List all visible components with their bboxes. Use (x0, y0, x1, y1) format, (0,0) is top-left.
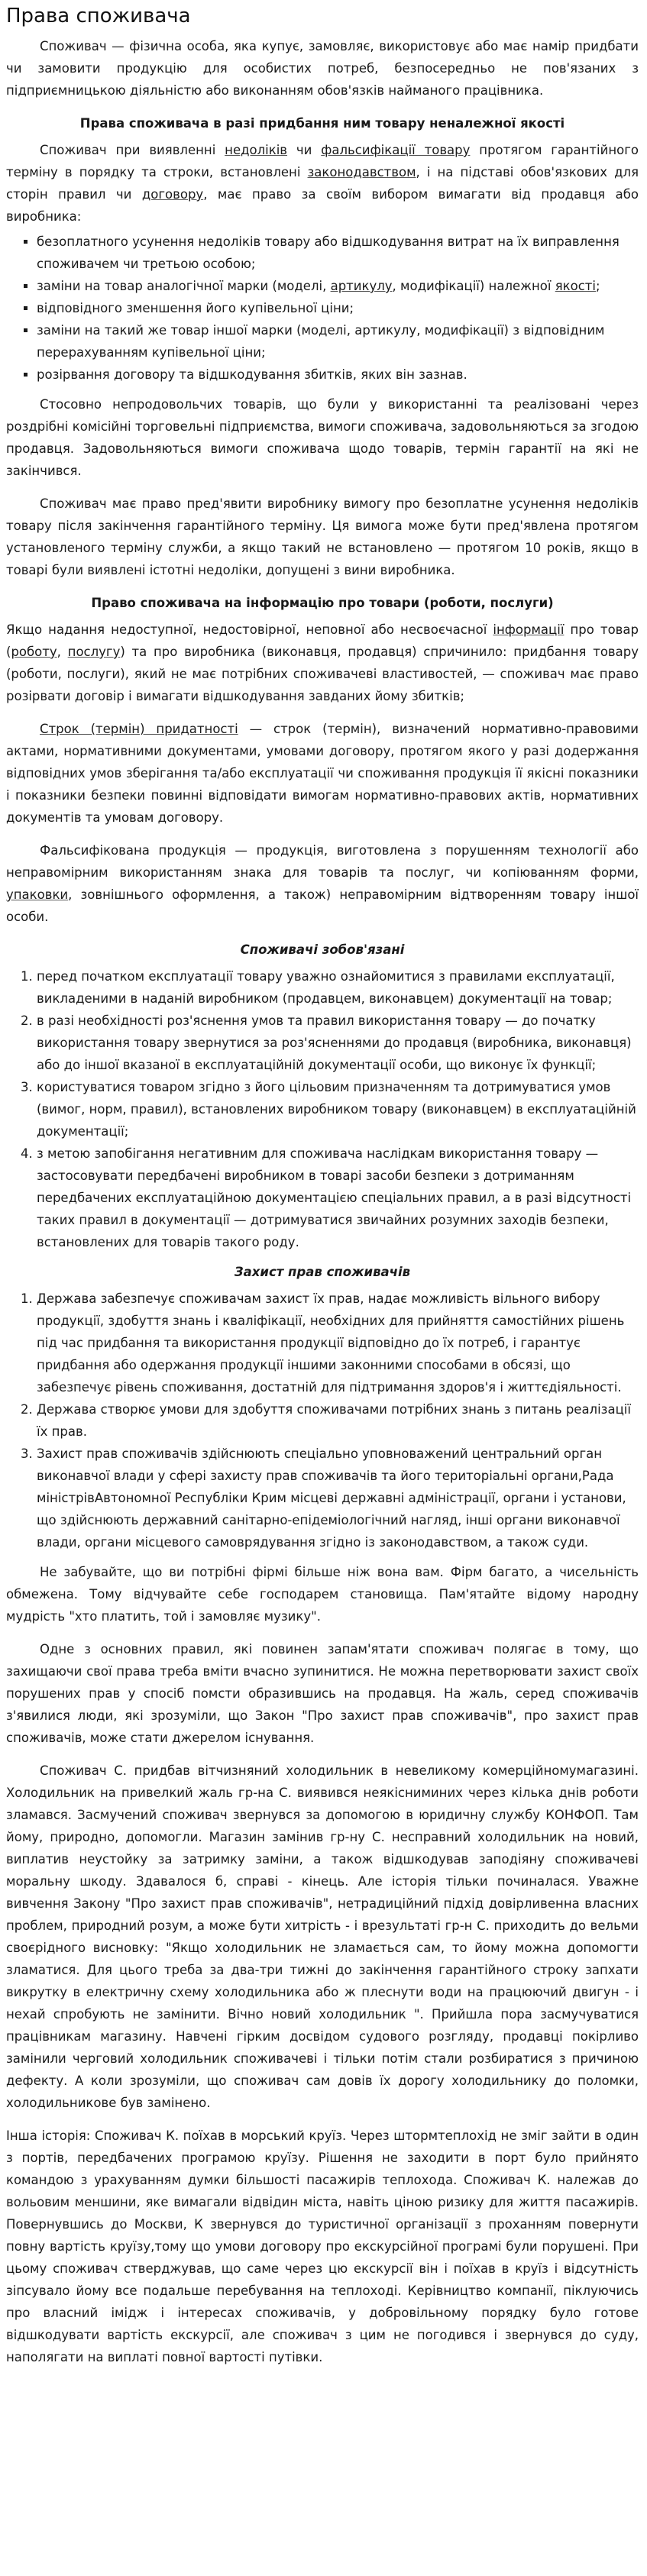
list-item: 4. з метою запобігання негативним для споживача наслідкам використання товару — застосовувати передбачені виробником в товарі засоби безпеки з дотриманням передбачених експлуатаційною документацією спеціальних правил, а в разі відсутності таких правил в документації — дотримуватися звичайних розумних заходів безпеки, встановлених для товарів такого роду. (37, 1143, 639, 1253)
list-item: 1. перед початком експлуатації товару уважно ознайомитися з правилами експлуатації, викладеними в наданій виробником (продавцем, виконавцем) документації на товар; (37, 965, 639, 1010)
text-span: , і на підставі обов'язкових для сторін правил чи (6, 165, 639, 202)
link-article[interactable]: артикулу (330, 279, 393, 293)
text-span: ) та про виробника (виконавця, продавця) спричинило: придбання товару (роботи, послуги), який не має потрібних споживачеві властивостей, — споживач має право розірвати договір і вимагати відшкодування завданих йому збитків; (6, 645, 639, 703)
text-span: , зовнішнього оформлення, а також) неправомірним відтворенням товару іншої особи. (6, 887, 639, 924)
list-item: 2. Держава створює умови для здобуття споживачами потрібних знань з питань реалізації їх прав. (37, 1398, 639, 1443)
text-span: — строк (термін), визначений нормативно-правовими актами, нормативними документами, умовами договору, протягом якого у разі додержання відповідних умов зберігання та/або експлуатації чи споживання продукція її якісні показники і показники безпеки повинні відповідати вимогам нормативно-правових актів, нормативних документів та умовам договору. (6, 722, 639, 825)
list-item: ▪ відповідного зменшення його купівельної ціни; (37, 297, 639, 319)
link-quality[interactable]: якості (555, 279, 596, 293)
defective-goods-paragraph (6, 139, 639, 228)
section-heading-protection: Захист прав споживачів (234, 1265, 411, 1279)
link-information[interactable]: інформації (493, 622, 565, 637)
list-item: ▪ розірвання договору та відшкодування збитків, яких він зазнав. (37, 364, 639, 386)
link-defects[interactable]: недоліків (225, 143, 288, 157)
link-packaging[interactable]: упаковки (6, 887, 69, 902)
text-span: Споживач при виявленні (40, 143, 225, 157)
consumer-protection-list (6, 1288, 639, 1553)
list-item: 1. Держава забезпечує споживачам захист їх прав, надає можливість вільного вибору продукції, здобуття знань і кваліфікації, необхідних для прийняття самостійних рішень під час придбання та використання продукції відповідно до їх потреб, і гарантує придбання або одержання продукції іншими законними способами в обсязі, що забезпечує рівень споживання, достатній для підтримання здоров'я і життєдіяльності. (37, 1288, 639, 1398)
list-item: 3. Захист прав споживачів здійснюють спеціально уповноважений центральний орган виконавчої влади у сфері захисту прав споживачів та його територіальні органи,Рада міністрівАвтономної Республіки Крим місцеві державні адміністрації, органи і установи, що здійснюють державний санітарно-епідеміологічний нагляд, інші органи виконавчої влади, органи місцевого самоврядування згідно із законодавством, а також суди. (37, 1443, 639, 1553)
list-item: ▪ безоплатного усунення недоліків товару або відшкодування витрат на їх виправлення споживачем чи третьою особою; (37, 231, 639, 275)
cruise-story-paragraph: Інша історія: Споживач К. поїхав в морський круїз. Через штормтеплохід не зміг зайти в один з портів, передбачених програмою круїзу. Рішення не заходити в порт було прийнято командою з урахуванням думки більшості пасажирів теплохода. Споживач К. належав до вольовим меншини, яке вимагали відвідин міста, навіть ціною ризику для життя пасажирів. Повернувшись до Москви, К звернувся до туристичної організації з проханням повернути повну вартість круїзу,тому що умови договору про екскурсійної програмі були порушені. При цьому споживач стверджував, що саме через цю екскурсії він і поїхав в круїз і відсутність зіпсувало йому все подальше перебування на теплоході. Керівництво компанії, піклуючись про власний імідж і інтересах споживачів, у добровільному порядку було готове відшкодувати вартість екскурсії, але споживач з цим не погодився і звернувся до суду, наполягати на виплаті повної вартості путівки. (6, 2128, 639, 2364)
list-item: 3. користуватися товаром згідно з його цільовим призначенням та дотримуватися умов (вимог, норм, правил), встановлених виробником товару (виконавцем) в експлуатаційній документації; (37, 1076, 639, 1143)
link-service[interactable]: послугу (67, 645, 121, 659)
fridge-story-paragraph: Споживач С. придбав вітчизняний холодильник в невеликому комерційномумагазині. Холодильник на привелкий жаль гр-на С. виявився неякісниминих через кілька днів роботи зламався. Засмучений споживач звернувся за допомогою в юридичну службу КОНФОП. Там йому, природно, допомогли. Магазин замінив гр-ну С. несправний холодильник на новий, виплатив неустойку за затримку заміни, а також відшкодував заподіяну споживачеві моральну шкоду. Здавалося б, справі - кінець. Але історія тільки починалася. Уважне вивчення Закону "Про захист прав споживачів", нетрадиційний підхід довірливенна власних проблем, природний розум, а може бути хитрість - і врезультаті гр-н С. приходить до вельми своєрідного висновку: "Якщо холодильник не зламається сам, то йому можна допомогти зламатися. Для цього треба за два-три тижні до закінчення гарантійного строку запхати викрутку в електричну схему холодильника або ж плеснути води на працюючий двигун - і нехай спробують не замінити. Вічно новий холодильник ". Прийшла пора засмучуватися працівникам магазину. Навчені гірким досвідом судового розгляду, продавці покірливо замінили черговий холодильник споживачеві і тільки потім стали розбиратися з причиною дефекту. А коли зрозуміли, що споживач сам довів їх дорогу холодильнику до поломки, холодильникове був замінено. (6, 1763, 639, 2110)
text-span: Фальсифікована продукція — продукція, виготовлена з порушенням технології або неправомірним використанням знака для товарів та послуг, чи копіюванням форми, (6, 843, 639, 880)
list-item: ▪ заміни на товар аналогічної марки (моделі, артикулу, модифікації) належної якості; (37, 275, 639, 297)
section-heading-information: Право споживача на інформацію про товари (роботи, послуги) (91, 596, 554, 610)
shelf-life-paragraph (6, 718, 639, 829)
list-item: 2. в разі необхідності роз'яснення умов та правил використання товару — до початку використання товару звернутися за роз'ясненнями до продавця (виробника, виконавця) або до іншої вказаної в експлуатаційній документації особи, що виконує їх функції; (37, 1010, 639, 1076)
consumer-obligations-list (6, 965, 639, 1253)
text-span: чи (287, 143, 322, 157)
consumer-rights-list (6, 231, 639, 386)
link-shelf-life[interactable]: Строк (термін) придатності (40, 722, 238, 736)
text-span: , має право за своїм вибором вимагати від продавця або виробника: (6, 187, 639, 224)
text-span: , (57, 645, 68, 659)
section-heading-obligations: Споживачі зобов'язані (240, 942, 405, 957)
link-falsification[interactable]: фальсифікації товару (321, 143, 471, 157)
intro-paragraph: Споживач — фізична особа, яка купує, замовляє, використовує або має намір придбати чи замовити продукцію для особистих потреб, безпосередньо не пов'язаних з підприємницькою діяльністю або виконанням обов'язків найманого працівника. (6, 39, 639, 98)
section-heading-defective-goods: Права споживача в разі придбання ним товару неналежної якості (79, 116, 565, 131)
text-span: про товар ( (6, 622, 639, 659)
non-food-goods-paragraph: Стосовно непродовольчих товарів, що були у використанні та реалізовані через роздрібні комісійні торговельні підприємства, вимоги споживача, задовольняються за згодою продавця. Задовольняються вимоги споживача щодо товарів, термін гарантії на які не закінчився. (6, 397, 639, 478)
link-contract[interactable]: договору (141, 187, 204, 202)
link-legislation[interactable]: законодавством (307, 165, 416, 179)
information-paragraph (6, 619, 639, 707)
list-item: ▪ заміни на такий же товар іншої марки (моделі, артикулу, модифікації) з відповідним перерахуванням купівельної ціни; (37, 319, 639, 364)
falsified-products-paragraph (6, 839, 639, 928)
basic-rule-paragraph: Одне з основних правил, які повинен запам'ятати споживач полягає в тому, що захищаючи свої права треба вміти вчасно зупинитися. Не можна перетворювати захист своїх порушених прав у спосіб помсти образившись на продавця. На жаль, серед споживачів з'явилися люди, які зрозуміли, що Закон "Про захист прав споживачів", про захист прав споживачів, може стати джерелом існування. (6, 1642, 639, 1745)
article (0, 3, 647, 2368)
page-title: Права споживача (6, 5, 191, 27)
warranty-claim-paragraph: Споживач має право пред'явити виробнику вимогу про безоплатне усунення недоліків товару після закінчення гарантійного терміну. Ця вимога може бути пред'явлена протягом установленого терміну служби, а якщо такий не встановлено — протягом 10 років, якщо в товарі були виявлені істотні недоліки, допущені з вини виробника. (6, 496, 639, 577)
firms-paragraph: Не забувайте, що ви потрібні фірмі більше ніж вона вам. Фірм багато, а чисельність обмежена. Тому відчувайте себе господарем становища. Пам'ятайте відому народну мудрість "хто платить, той і замовляє музику". (6, 1565, 639, 1624)
text-span: Якщо надання недоступної, недостовірної, неповної або несвоєчасної (6, 622, 493, 637)
text-span: протягом гарантійного терміну в порядку та строки, встановлені (6, 143, 639, 179)
link-work[interactable]: роботу (11, 645, 57, 659)
